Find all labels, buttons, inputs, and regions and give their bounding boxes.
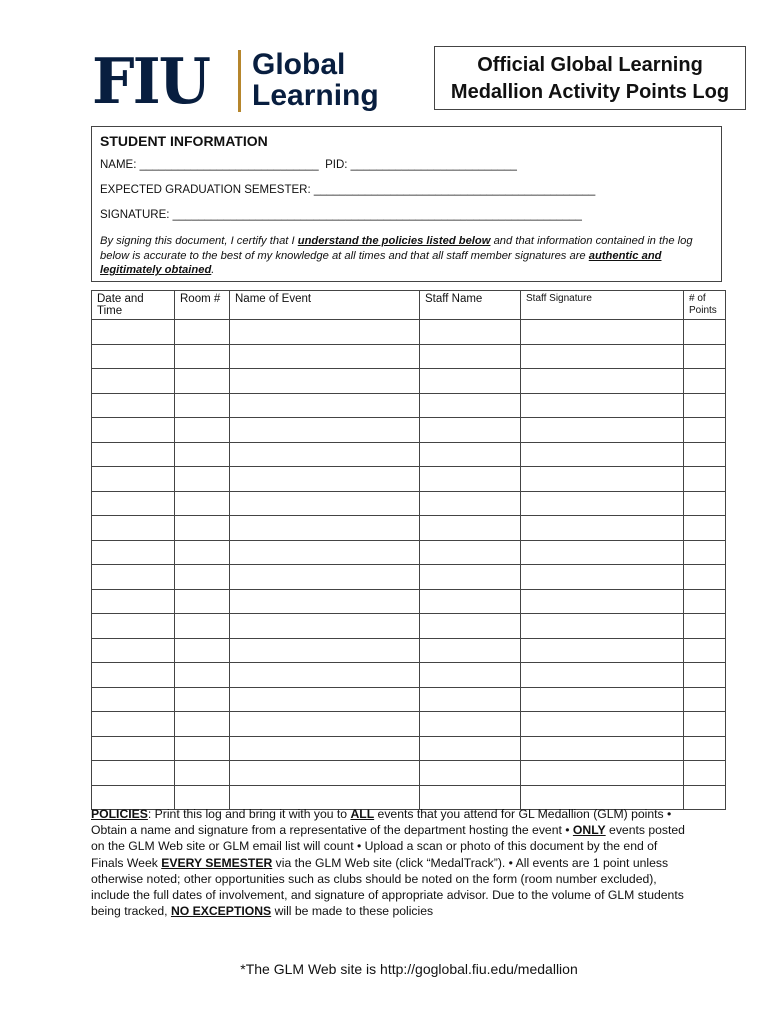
log-cell[interactable] — [175, 393, 230, 418]
log-cell[interactable] — [175, 565, 230, 590]
certification-statement — [100, 234, 715, 278]
log-cell[interactable] — [684, 712, 726, 737]
log-cell[interactable] — [521, 638, 684, 663]
cert-emphasis-1: understand the policies listed below — [297, 235, 491, 247]
table-row — [92, 761, 726, 786]
log-cell[interactable] — [230, 344, 420, 369]
log-cell[interactable] — [420, 687, 521, 712]
log-cell[interactable] — [175, 442, 230, 467]
log-cell[interactable] — [175, 491, 230, 516]
signature-field[interactable]: SIGNATURE: ________________________________________________________________ — [100, 209, 582, 221]
log-cell[interactable] — [92, 393, 175, 418]
policies-text-4: via the GLM Web site (click “MedalTrack”). • All events are 1 point unless otherwise noted; other opportunities such as clubs should be noted on the form (room number excluded), include the full dates of involvement, and signature of appropriate advisor. Due to the volume of GLM students being tracked, — [91, 855, 684, 919]
log-cell[interactable] — [175, 369, 230, 394]
policies-emphasis-every-semester: EVERY SEMESTER — [161, 855, 273, 870]
log-cell[interactable] — [92, 540, 175, 565]
col-header-room: Room # — [175, 291, 230, 320]
log-cell[interactable] — [175, 344, 230, 369]
log-cell[interactable] — [175, 516, 230, 541]
log-cell[interactable] — [175, 687, 230, 712]
log-cell[interactable] — [420, 589, 521, 614]
log-cell[interactable] — [521, 369, 684, 394]
table-row — [92, 687, 726, 712]
log-cell[interactable] — [230, 712, 420, 737]
log-cell[interactable] — [420, 712, 521, 737]
log-cell[interactable] — [175, 638, 230, 663]
col-header-points: # of Points — [684, 291, 726, 320]
log-cell[interactable] — [521, 491, 684, 516]
table-row — [92, 418, 726, 443]
log-cell[interactable] — [175, 663, 230, 688]
log-cell[interactable] — [230, 393, 420, 418]
logo-global-text: Global — [252, 48, 346, 81]
log-cell[interactable] — [521, 344, 684, 369]
log-cell[interactable] — [684, 638, 726, 663]
table-header-row — [92, 291, 726, 320]
log-cell[interactable] — [684, 614, 726, 639]
log-cell[interactable] — [420, 565, 521, 590]
log-cell[interactable] — [175, 540, 230, 565]
log-cell[interactable] — [420, 638, 521, 663]
table-row — [92, 467, 726, 492]
log-cell[interactable] — [684, 467, 726, 492]
policies-text-2: events that you attend for GL Medallion (GLM) points • Obtain a name and signature from a representative of the department hosting the event • — [91, 807, 672, 838]
log-cell[interactable] — [92, 516, 175, 541]
log-cell[interactable] — [684, 369, 726, 394]
log-cell[interactable] — [420, 614, 521, 639]
log-cell[interactable] — [230, 540, 420, 565]
log-cell[interactable] — [521, 540, 684, 565]
log-cell[interactable] — [230, 761, 420, 786]
table-row — [92, 516, 726, 541]
log-cell[interactable] — [521, 761, 684, 786]
log-cell[interactable] — [92, 320, 175, 345]
policies-text-5: will be made to these policies — [271, 904, 434, 919]
log-cell[interactable] — [420, 442, 521, 467]
log-cell[interactable] — [230, 369, 420, 394]
log-cell[interactable] — [420, 418, 521, 443]
log-cell[interactable] — [175, 320, 230, 345]
log-cell[interactable] — [684, 736, 726, 761]
policies-section — [91, 806, 691, 919]
log-cell[interactable] — [521, 663, 684, 688]
log-cell[interactable] — [92, 369, 175, 394]
log-cell[interactable] — [521, 393, 684, 418]
col-header-staff-name: Staff Name — [420, 291, 521, 320]
log-cell[interactable] — [420, 344, 521, 369]
log-cell[interactable] — [684, 516, 726, 541]
graduation-semester-field[interactable]: EXPECTED GRADUATION SEMESTER: ____________________________________________ — [100, 184, 596, 196]
policies-text-1: : Print this log and bring it with you to — [147, 807, 351, 821]
table-row — [92, 663, 726, 688]
log-cell[interactable] — [175, 589, 230, 614]
log-cell[interactable] — [92, 761, 175, 786]
table-body — [92, 320, 726, 810]
log-cell[interactable] — [684, 589, 726, 614]
log-cell[interactable] — [92, 712, 175, 737]
log-cell[interactable] — [92, 663, 175, 688]
log-cell[interactable] — [92, 467, 175, 492]
log-cell[interactable] — [684, 565, 726, 590]
log-cell[interactable] — [684, 540, 726, 565]
policies-emphasis-all: ALL — [350, 807, 375, 821]
log-cell[interactable] — [420, 491, 521, 516]
table-row — [92, 736, 726, 761]
log-cell[interactable] — [230, 565, 420, 590]
table-row — [92, 712, 726, 737]
policies-text-3: events posted on the GLM Web site or GLM email list will count • Upload a scan or photo of this document by the end of Finals Week — [91, 823, 685, 870]
log-cell[interactable] — [92, 442, 175, 467]
log-cell[interactable] — [92, 736, 175, 761]
cert-text-1: By signing this document, I certify that I — [100, 235, 298, 247]
log-cell[interactable] — [420, 761, 521, 786]
activity-log-table — [91, 290, 726, 810]
log-cell[interactable] — [420, 663, 521, 688]
log-cell[interactable] — [230, 442, 420, 467]
cert-text-2: and that information contained in the log below is accurate to the best of my knowledge at all times and that all staff member signatures are — [100, 235, 693, 262]
log-cell[interactable] — [521, 565, 684, 590]
log-cell[interactable] — [521, 712, 684, 737]
log-cell[interactable] — [521, 687, 684, 712]
log-cell[interactable] — [230, 516, 420, 541]
log-cell[interactable] — [175, 712, 230, 737]
log-cell[interactable] — [92, 638, 175, 663]
logo-fiu-wordmark: FIU — [92, 45, 209, 119]
table-row — [92, 614, 726, 639]
log-cell[interactable] — [684, 663, 726, 688]
glm-website-note: *The GLM Web site is http://goglobal.fiu.edu/medallion — [240, 961, 578, 977]
log-cell[interactable] — [230, 320, 420, 345]
log-cell[interactable] — [92, 614, 175, 639]
log-cell[interactable] — [521, 467, 684, 492]
log-cell[interactable] — [175, 736, 230, 761]
col-header-staff-signature: Staff Signature — [521, 291, 684, 320]
name-pid-field[interactable]: NAME: ____________________________ PID: __________________________ — [100, 159, 517, 171]
log-cell[interactable] — [230, 736, 420, 761]
title-line-2: Medallion Activity Points Log — [450, 81, 730, 103]
log-cell[interactable] — [684, 491, 726, 516]
log-cell[interactable] — [92, 418, 175, 443]
log-cell[interactable] — [684, 393, 726, 418]
log-cell[interactable] — [420, 736, 521, 761]
log-cell[interactable] — [521, 736, 684, 761]
log-cell[interactable] — [175, 761, 230, 786]
log-cell[interactable] — [230, 614, 420, 639]
log-cell[interactable] — [684, 761, 726, 786]
cert-emphasis-2: authentic and legitimately obtained — [100, 249, 662, 276]
log-cell[interactable] — [684, 344, 726, 369]
log-cell[interactable] — [521, 418, 684, 443]
document-title — [434, 46, 746, 110]
table-row — [92, 565, 726, 590]
logo-learning-text: Learning — [252, 79, 379, 112]
student-info-heading: STUDENT INFORMATION — [100, 133, 268, 149]
table-row — [92, 369, 726, 394]
log-cell[interactable] — [420, 393, 521, 418]
log-cell[interactable] — [175, 418, 230, 443]
log-cell[interactable] — [92, 491, 175, 516]
table-row — [92, 393, 726, 418]
student-information-box — [91, 126, 722, 282]
table-row — [92, 344, 726, 369]
log-cell[interactable] — [230, 418, 420, 443]
log-cell[interactable] — [230, 663, 420, 688]
log-cell[interactable] — [521, 516, 684, 541]
log-cell[interactable] — [521, 614, 684, 639]
table-row — [92, 589, 726, 614]
table-row — [92, 540, 726, 565]
log-cell[interactable] — [684, 320, 726, 345]
log-cell[interactable] — [521, 442, 684, 467]
log-cell[interactable] — [230, 467, 420, 492]
log-cell[interactable] — [420, 369, 521, 394]
table-row — [92, 638, 726, 663]
table-row — [92, 491, 726, 516]
log-cell[interactable] — [230, 687, 420, 712]
logo-divider — [238, 50, 241, 112]
log-cell[interactable] — [684, 442, 726, 467]
log-cell[interactable] — [92, 589, 175, 614]
log-cell[interactable] — [420, 467, 521, 492]
log-cell[interactable] — [521, 320, 684, 345]
log-cell[interactable] — [684, 687, 726, 712]
log-cell[interactable] — [420, 320, 521, 345]
log-cell[interactable] — [92, 687, 175, 712]
log-cell[interactable] — [230, 589, 420, 614]
log-cell[interactable] — [230, 638, 420, 663]
log-cell[interactable] — [420, 516, 521, 541]
policies-emphasis-no-exceptions: NO EXCEPTIONS — [170, 904, 272, 919]
cert-text-3: . — [211, 264, 215, 276]
table-row — [92, 320, 726, 345]
log-cell[interactable] — [230, 491, 420, 516]
fiu-global-learning-logo — [92, 45, 382, 119]
log-cell[interactable] — [92, 565, 175, 590]
log-cell[interactable] — [175, 614, 230, 639]
log-cell[interactable] — [521, 589, 684, 614]
log-cell[interactable] — [684, 418, 726, 443]
col-header-date-time: Date and Time — [92, 291, 175, 320]
policies-label: POLICIES — [91, 807, 148, 821]
log-cell[interactable] — [92, 344, 175, 369]
policies-emphasis-only: ONLY — [572, 823, 606, 838]
table-row — [92, 442, 726, 467]
log-cell[interactable] — [420, 540, 521, 565]
col-header-event-name: Name of Event — [230, 291, 420, 320]
log-cell[interactable] — [175, 467, 230, 492]
title-line-1: Official Global Learning — [477, 54, 703, 76]
